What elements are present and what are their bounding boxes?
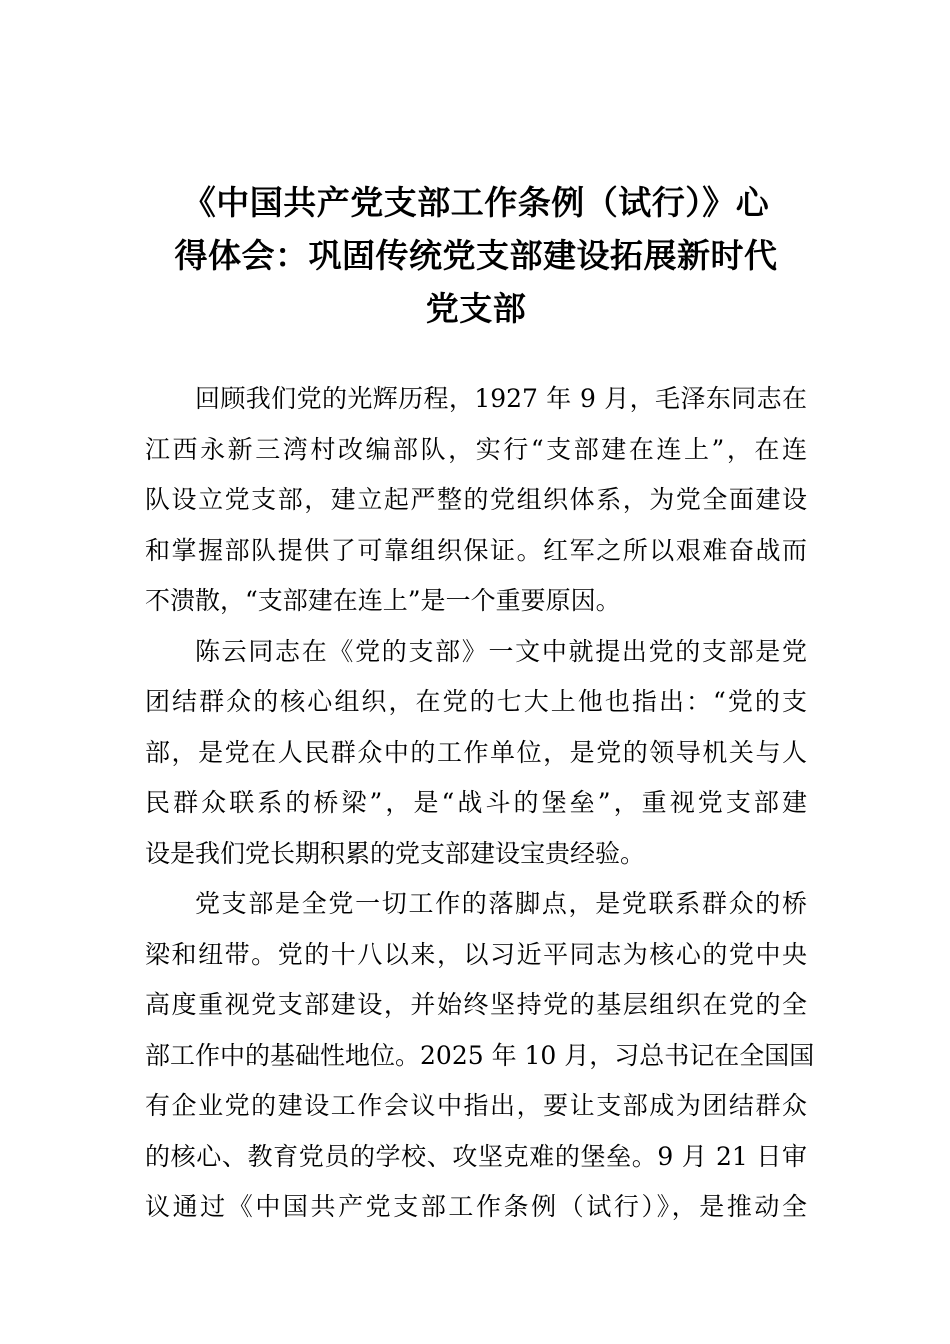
- text-line: 高度重视党支部建设，并始终坚持党的基层组织在党的全: [145, 990, 807, 1019]
- text-line: 有企业党的建设工作会议中指出，要让支部成为团结群众: [145, 1091, 807, 1120]
- text-line: 回顾我们党的光辉历程，1927 年 9 月，毛泽东同志在: [195, 384, 807, 413]
- text-line: 梁和纽带。党的十八以来，以习近平同志为核心的党中央: [145, 939, 807, 969]
- text-line: 党支部是全党一切工作的落脚点，是党联系群众的桥: [195, 889, 807, 918]
- text-line: 设是我们党长期积累的党支部建设宝贵经验。: [145, 838, 646, 868]
- text-line: 议通过《中国共产党支部工作条例（试行）》，是推动全: [145, 1192, 807, 1221]
- text-line: 部，是党在人民群众中的工作单位，是党的领导机关与人: [145, 737, 807, 767]
- text-line: 不溃散，“支部建在连上”是一个重要原因。: [145, 586, 621, 615]
- paragraph-1: [145, 374, 807, 627]
- text-line: 和掌握部队提供了可靠组织保证。红军之所以艰难奋战而: [145, 535, 807, 565]
- paragraph-2: [145, 627, 807, 880]
- text-line: 队设立党支部，建立起严整的党组织体系，为党全面建设: [145, 485, 807, 514]
- text-line: 团结群众的核心组织，在党的七大上他也指出：“党的支: [145, 687, 807, 716]
- paragraph-3: [145, 879, 815, 1233]
- document-body: [145, 374, 815, 1233]
- text-line: 部工作中的基础性地位。2025 年 10 月，习总书记在全国国: [145, 1040, 815, 1070]
- title-line: 得体会：巩固传统党支部建设拓展新时代: [174, 236, 778, 275]
- title-line: 党支部: [425, 289, 527, 328]
- title-line: 《中国共产党支部工作条例（试行）》心: [182, 183, 770, 222]
- text-line: 民群众联系的桥梁”，是“战斗的堡垒”，重视党支部建: [145, 788, 807, 817]
- text-line: 的核心、教育党员的学校、攻坚克难的堡垒。9 月 21 日审: [145, 1141, 807, 1171]
- text-line: 陈云同志在《党的支部》一文中就提出党的支部是党: [195, 636, 807, 666]
- text-line: 江西永新三湾村改编部队，实行“支部建在连上”，在连: [145, 434, 807, 464]
- document-title: [145, 176, 807, 335]
